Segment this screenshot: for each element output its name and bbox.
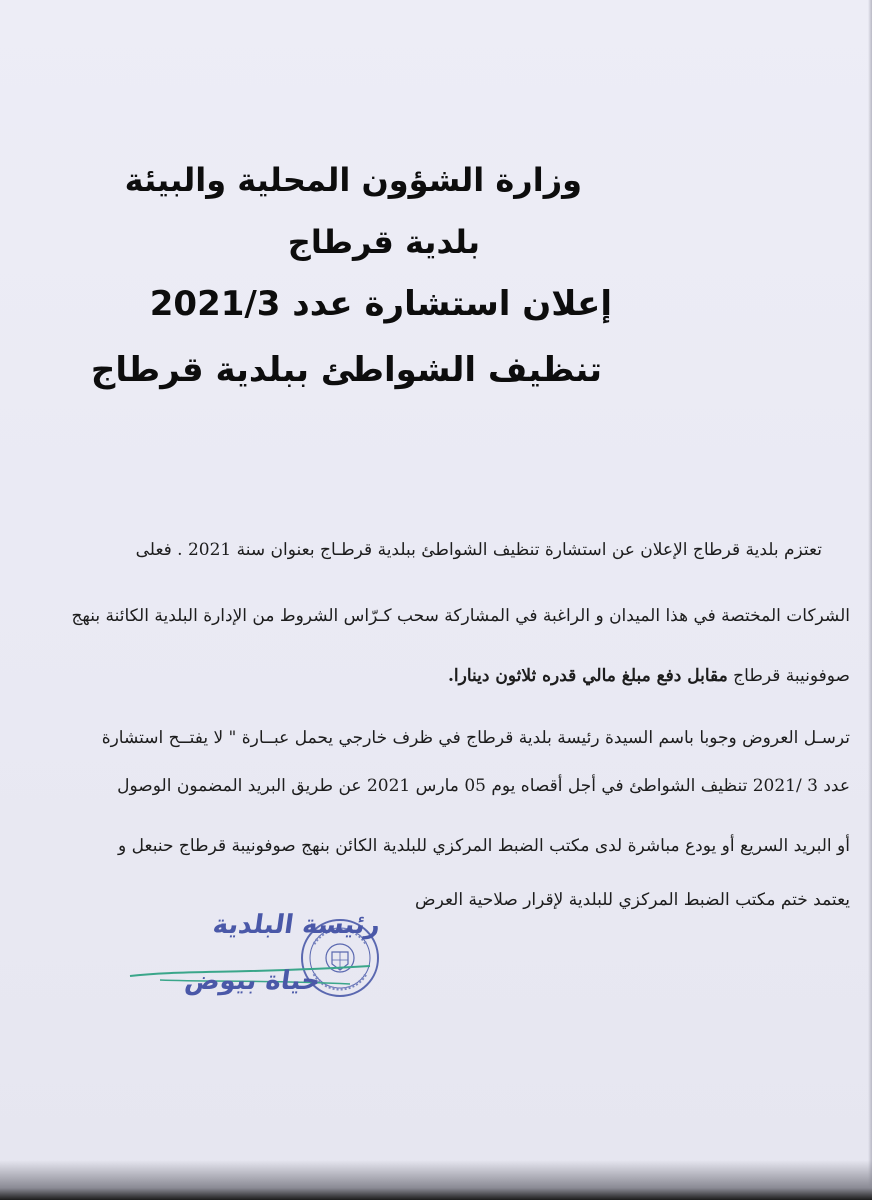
body-line-6: أو البريد السريع أو يودع مباشرة لدى مكتب الضبط المركزي للبلدية الكائن بنهج صوفونيبة قرطاج حنبعل و [118,836,850,856]
body-line-3-text: صوفونيبة قرطاج [727,666,850,686]
municipality-title: بلدية قرطاج [287,223,480,261]
body-line-5: عدد 3 /2021 تنظيف الشواطئ في أجل أقصاه يوم 05 مارس 2021 عن طريق البريد المضمون الوصول [117,776,850,796]
signature-block [120,900,383,1030]
body-line-3 [448,662,850,690]
signature-name: حياة بيوض [182,966,323,996]
announcement-title: إعلان استشارة عدد 2021/3 [149,284,612,324]
page-edge-bottom [0,1160,872,1200]
document-header [0,0,872,420]
subject-title: تنظيف الشواطئ ببلدية قرطاج [90,350,602,390]
body-line-1: تعتزم بلدية قرطاج الإعلان عن استشارة تنظيف الشواطئ ببلدية قرطـاج بعنوان سنة 2021 . فعلى [135,540,822,560]
signature-title: رئيسة البلدية [210,910,383,940]
body-line-7: يعتمد ختم مكتب الضبط المركزي للبلدية لإقرار صلاحية العرض [415,890,850,910]
body-line-2: الشركات المختصة في هذا الميدان و الراغبة في المشاركة سحب كـرّاس الشروط من الإدارة البلدية الكائنة بنهج [71,606,850,626]
ministry-title: وزارة الشؤون المحلية والبيئة [124,161,582,199]
body-line-4: ترسـل العروض وجوبا باسم السيدة رئيسة بلدية قرطاج في ظرف خارجي يحمل عبــارة " لا يفتــح استشارة [101,728,850,748]
fee-statement: مقابل دفع مبلغ مالي قدره ثلاثون دينارا. [447,666,728,686]
